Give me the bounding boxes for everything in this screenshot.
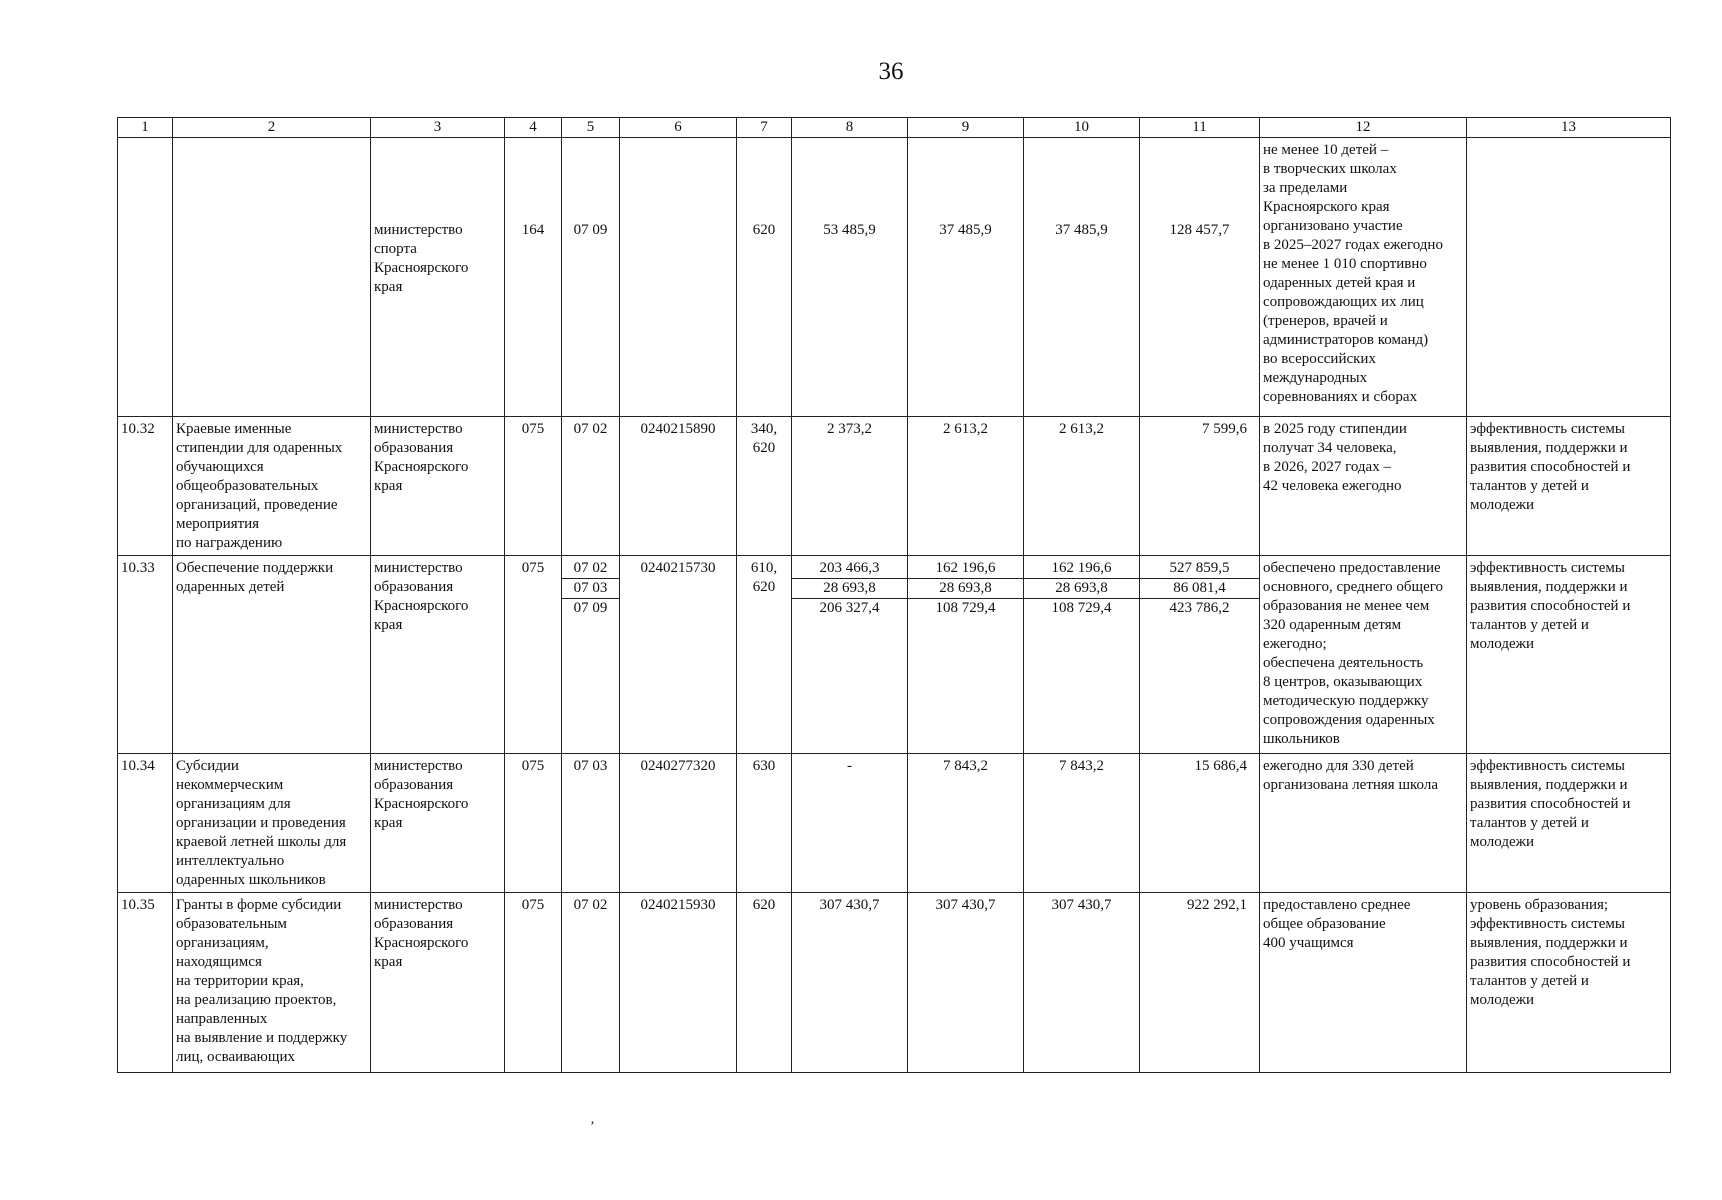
cell-agency: министерство образования Красноярского края: [371, 754, 505, 893]
cell-csr: 0240215730: [620, 556, 737, 754]
cell-vr: 340, 620: [737, 417, 792, 556]
cell-grbs: 075: [505, 556, 562, 754]
table-row: [118, 893, 1671, 1073]
col-header: 5: [562, 118, 620, 138]
program-table: [117, 117, 1671, 1073]
cell-grbs: 075: [505, 893, 562, 1073]
cell-section: 07 09: [562, 138, 620, 417]
col-header: 2: [173, 118, 371, 138]
cell-csr: 0240215890: [620, 417, 737, 556]
cell-result: обеспечено предоставление основного, среднего общего образования не менее чем 320 одаренным детям ежегодно; обеспечена деятельность 8 центров, оказывающих методическую поддержку сопровождения одаренных школьников: [1260, 556, 1467, 754]
cell-2027: 162 196,6 28 693,8 108 729,4: [1024, 556, 1140, 754]
cell-agency: министерство образования Красноярского края: [371, 893, 505, 1073]
cell-grbs: 164: [505, 138, 562, 417]
cell-number: 10.34: [118, 754, 173, 893]
cell-event: [173, 138, 371, 417]
cell-number: 10.35: [118, 893, 173, 1073]
cell-number: [118, 138, 173, 417]
cell-section: 07 02: [562, 893, 620, 1073]
cell-result: предоставлено среднее общее образование 400 учащимся: [1260, 893, 1467, 1073]
cell-event: Краевые именные стипендии для одаренных обучающихся общеобразовательных организаций, проведение мероприятия по награждению: [173, 417, 371, 556]
cell-section: 07 02 07 03 07 09: [562, 556, 620, 754]
cell-agency: министерство образования Красноярского края: [371, 417, 505, 556]
cell-agency: министерство спорта Красноярского края: [371, 138, 505, 417]
cell-indicator: уровень образования; эффективность системы выявления, поддержки и развития способностей и талантов у детей и молодежи: [1467, 893, 1671, 1073]
page-number: 36: [878, 58, 904, 85]
col-header: 3: [371, 118, 505, 138]
cell-2027: 7 843,2: [1024, 754, 1140, 893]
cell-2027: 2 613,2: [1024, 417, 1140, 556]
cell-total: 922 292,1: [1140, 893, 1260, 1073]
cell-vr: 620: [737, 893, 792, 1073]
cell-number: 10.33: [118, 556, 173, 754]
cell-2026: 7 843,2: [908, 754, 1024, 893]
cell-event: Обеспечение поддержки одаренных детей: [173, 556, 371, 754]
cell-number: 10.32: [118, 417, 173, 556]
cell-indicator: эффективность системы выявления, поддержки и развития способностей и талантов у детей и молодежи: [1467, 556, 1671, 754]
cell-indicator: эффективность системы выявления, поддержки и развития способностей и талантов у детей и молодежи: [1467, 754, 1671, 893]
cell-grbs: 075: [505, 754, 562, 893]
scan-mark: ‚: [590, 1112, 595, 1127]
col-header: 12: [1260, 118, 1467, 138]
cell-2025: -: [792, 754, 908, 893]
cell-total: 7 599,6: [1140, 417, 1260, 556]
cell-2026: 37 485,9: [908, 138, 1024, 417]
table-row: [118, 754, 1671, 893]
col-header: 9: [908, 118, 1024, 138]
col-header: 13: [1467, 118, 1671, 138]
table-row: [118, 556, 1671, 754]
cell-vr: 620: [737, 138, 792, 417]
cell-2027: 307 430,7: [1024, 893, 1140, 1073]
col-header: 6: [620, 118, 737, 138]
cell-vr: 610, 620: [737, 556, 792, 754]
cell-2026: 162 196,6 28 693,8 108 729,4: [908, 556, 1024, 754]
col-header: 4: [505, 118, 562, 138]
header-row: [118, 118, 1671, 138]
table-row: [118, 417, 1671, 556]
cell-total: 128 457,7: [1140, 138, 1260, 417]
cell-indicator: эффективность системы выявления, поддержки и развития способностей и талантов у детей и молодежи: [1467, 417, 1671, 556]
cell-2025: 2 373,2: [792, 417, 908, 556]
cell-event: Гранты в форме субсидии образовательным организациям, находящимся на территории края, на реализацию проектов, направленных на выявление и поддержку лиц, осваивающих: [173, 893, 371, 1073]
cell-2025: 307 430,7: [792, 893, 908, 1073]
cell-total: 15 686,4: [1140, 754, 1260, 893]
table-row-continued: [118, 138, 1671, 417]
cell-event: Субсидии некоммерческим организациям для организации и проведения краевой летней школы для интеллектуально одаренных школьников: [173, 754, 371, 893]
cell-csr: 0240277320: [620, 754, 737, 893]
cell-2026: 2 613,2: [908, 417, 1024, 556]
col-header: 11: [1140, 118, 1260, 138]
cell-2026: 307 430,7: [908, 893, 1024, 1073]
col-header: 8: [792, 118, 908, 138]
cell-result: не менее 10 детей – в творческих школах за пределами Красноярского края организовано участие в 2025–2027 годах ежегодно не менее 1 010 спортивно одаренных детей края и сопровождающих их лиц (тренеров, врачей и администраторов команд) во всероссийских международных соревнованиях и сборах: [1260, 138, 1467, 417]
cell-grbs: 075: [505, 417, 562, 556]
cell-csr: [620, 138, 737, 417]
cell-section: 07 02: [562, 417, 620, 556]
col-header: 1: [118, 118, 173, 138]
cell-result: в 2025 году стипендии получат 34 человека, в 2026, 2027 годах – 42 человека ежегодно: [1260, 417, 1467, 556]
cell-2025: 203 466,3 28 693,8 206 327,4: [792, 556, 908, 754]
cell-total: 527 859,5 86 081,4 423 786,2: [1140, 556, 1260, 754]
cell-agency: министерство образования Красноярского края: [371, 556, 505, 754]
cell-section: 07 03: [562, 754, 620, 893]
cell-2025: 53 485,9: [792, 138, 908, 417]
cell-csr: 0240215930: [620, 893, 737, 1073]
col-header: 10: [1024, 118, 1140, 138]
cell-2027: 37 485,9: [1024, 138, 1140, 417]
col-header: 7: [737, 118, 792, 138]
cell-result: ежегодно для 330 детей организована летняя школа: [1260, 754, 1467, 893]
cell-vr: 630: [737, 754, 792, 893]
cell-indicator: [1467, 138, 1671, 417]
